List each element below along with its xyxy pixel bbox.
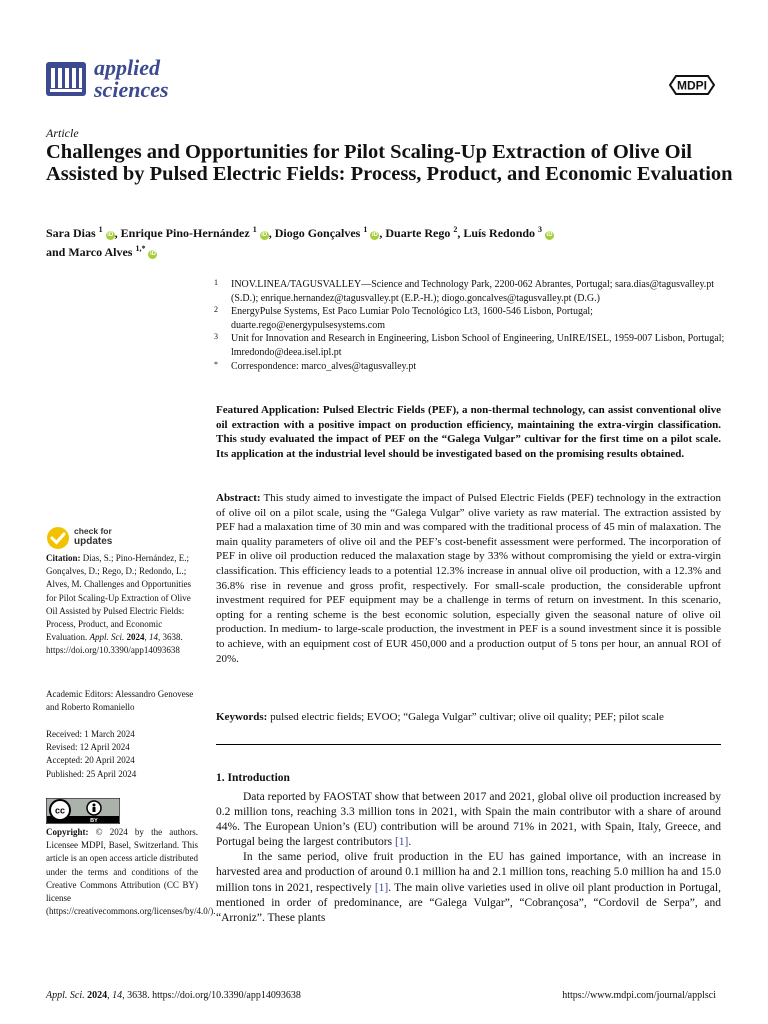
footer-doi[interactable]: , 3638. https://doi.org/10.3390/app14093638 — [122, 990, 301, 1001]
author-name: Enrique Pino-Hernández — [120, 226, 250, 240]
footer-citation: Appl. Sci. 2024, 14, 3638. https://doi.org/10.3390/app14093638 — [46, 990, 301, 1001]
affiliation-item — [214, 332, 734, 359]
affiliation-number: 2 — [214, 305, 218, 315]
citation-text: Dias, S.; Pino-Hernández, E.; Gonçalves, D.; Rego, D.; Redondo, L.; Alves, M. Challenges and Opportunities for Pilot Scaling-Up Extraction of Olive Oil Assisted by Pulsed Electric Fields: Process, Product, and Economic Evaluation. — [46, 553, 191, 643]
footer-volume: 14 — [112, 990, 123, 1001]
mdpi-logo — [666, 72, 718, 98]
author-affiliation-mark: 1 — [252, 225, 257, 234]
paragraph — [216, 850, 721, 925]
abstract — [216, 491, 721, 666]
orcid-icon[interactable]: iD — [371, 232, 378, 238]
affiliation-text: INOV.LINEA/TAGUSVALLEY—Science and Technology Park, 2200-062 Abrantes, Portugal; sara.dias@tagusvalley.pt (S.D.); enrique.hernandez@tagusvalley.pt (E.P.-H.); diogo.goncalves@tagusvalley.pt (D.G.) — [231, 279, 715, 304]
publication-dates — [46, 728, 198, 781]
affiliation-list — [214, 278, 734, 373]
reference-link[interactable]: [1] — [374, 881, 389, 894]
author-name: Luís Redondo — [463, 226, 536, 240]
reference-link[interactable]: [1] — [394, 836, 409, 849]
journal-name-line1: applied — [94, 55, 160, 80]
journal-name — [94, 57, 169, 101]
orcid-icon[interactable]: iD — [149, 251, 156, 257]
paragraph-text: . — [408, 836, 412, 849]
accepted-date: Accepted: 20 April 2024 — [46, 755, 135, 766]
paragraph-text: In the same period, olive fruit production in the EU has gained importance, with an increase in harvested area and production of around 0.1 million ha and 2.1 million tons, reaching 5.0 million ha and 15.0 million tons in 2021, respectively — [216, 851, 721, 894]
affiliation-number: 1 — [214, 278, 218, 287]
affiliation-number: 3 — [214, 332, 218, 342]
citation-doi[interactable]: , 3638. https://doi.org/10.3390/app14093638 — [46, 632, 183, 656]
abstract-text: This study aimed to investigate the impact of Pulsed Electric Fields (PEF) technology in the extraction of olive oil on a pilot scale, using the “Galega Vulgar” olive variety as raw material. The extraction assisted by PEF had a malaxation time of 30 min and was compared with the traditional process of 45 min of malaxation. The main quality parameters of olive oil and the PEF’s cost-benefit assessment were performed. The incorporation of PEF in olive oil production reduced the malaxation stage by 33% without compromising the yield or extra-virgin classification. This efficiency leads to a potential 12.3% increase in annual olive oil production, with a 12.3% and 36.8% rise in revenue and gross profit, respectively. For small-scale production, the considerable upfront investment required for PEF equipment may be a challenge in terms of return on investment. In this scenario, opting for a renting scheme is the best economic solution, especially given the seasonal nature of olive oil production. In medium- to large-scale production, the investment in PEF is a sound investment since it is possible to achieve, with an equipment cost of EUR 450,000 and a production output of 5 tons per hour, an annual ROI of 20%. — [216, 492, 721, 665]
author-affiliation-mark: 2 — [453, 225, 458, 234]
academic-editors: Academic Editors: Alessandro Genovese and Roberto Romaniello — [46, 689, 194, 713]
affiliation-number: * — [214, 359, 218, 369]
author-name: Duarte Rego — [385, 226, 451, 240]
revised-date: Revised: 12 April 2024 — [46, 742, 130, 753]
introduction-body — [216, 790, 721, 926]
published-date: Published: 25 April 2024 — [46, 768, 137, 779]
section-heading: 1. Introduction — [216, 772, 290, 784]
author-list: Sara Dias $^1$ iD , Enrique Pino-Hernández $^1$ iD , Diogo Gonçalves $^1$ iD , Duarte Rego $^2$, Luís Redondo $^3$ iD and Marco Alves $^{1,*}$ iD — [46, 225, 553, 259]
author-affiliation-mark: 1,* — [135, 244, 146, 253]
keywords-text: pulsed electric fields; EVOO; “Galega Vulgar” cultivar; olive oil quality; PEF; pilot scale — [270, 711, 664, 723]
paragraph-text: Data reported by FAOSTAT show that between 2017 and 2021, global olive oil production increased by 0.2 million tons, reaching 3.3 million tons in 2021, with Spain the main contributor with a share of around 44%. The European Union’s (EU) contribution will be around 71% in 2021, with Spain, Italy, Greece, and Portugal being the largest contributors — [216, 791, 721, 849]
footer-journal: Appl. Sci. — [46, 990, 85, 1001]
check-for-updates-badge[interactable] — [46, 526, 146, 550]
received-date: Received: 1 March 2024 — [46, 729, 135, 739]
citation-block: Citation: Dias, S.; Pino-Hernández, E.; Gonçalves, D.; Rego, D.; Redondo, L.; Alves, M. Challenges and Opportunities for Pilot Scaling-Up Extraction of Olive Oil Assisted by Pulsed Electric Fields: Process, Product, and Economic Evaluation. Appl. Sci. 2024, 14, 3638. https://doi.org/10.3390/app14093638 — [46, 553, 191, 656]
orcid-icon[interactable]: iD — [546, 232, 553, 238]
check-updates-line1: check for — [74, 526, 112, 536]
copyright-label: Copyright: — [46, 827, 89, 837]
keywords-label: Keywords: — [216, 711, 268, 723]
orcid-icon[interactable]: iD — [261, 232, 268, 238]
affiliation-text: Correspondence: marco_alves@tagusvalley.pt — [231, 360, 417, 372]
footer-journal-url[interactable]: https://www.mdpi.com/journal/applsci — [562, 990, 716, 1001]
journal-name-line2: sciences — [94, 77, 169, 102]
svg-text:cc: cc — [54, 805, 66, 816]
footer-year: 2024 — [87, 990, 108, 1001]
author-affiliation-mark: 1 — [363, 225, 368, 234]
article-type: Article — [46, 126, 79, 140]
affiliation-item — [214, 305, 734, 332]
journal-logo-icon — [46, 62, 86, 96]
paragraph-text: . The main olive varieties used in olive oil plant production in Portugal, mentioned in order of predominance, are “Galega Vulgar”, “Cobrançosa”, “Cordovil de Serpa”, and “Arroniz”. These plants — [216, 881, 721, 924]
orcid-icon[interactable]: iD — [107, 232, 114, 238]
cc-by-text: BY — [90, 818, 98, 824]
featured-label: Featured Application: — [216, 404, 320, 416]
affiliation-item — [214, 360, 734, 374]
affiliation-text: Unit for Innovation and Research in Engineering, Lisbon School of Engineering, UnIRE/ISEL, 1959-007 Lisbon, Portugal; lmredondo@deea.isel.ipl.pt — [231, 333, 725, 358]
copyright-block — [46, 826, 216, 918]
article-title: Challenges and Opportunities for Pilot Scaling-Up Extraction of Olive Oil Assisted by Pulsed Electric Fields: Process, Product, and Economic Evaluation — [46, 141, 733, 185]
abstract-label: Abstract: — [216, 492, 261, 504]
citation-journal: Appl. Sci. — [89, 632, 125, 643]
author-name: and Marco Alves — [46, 245, 133, 259]
check-updates-line2: updates — [74, 535, 113, 547]
featured-application — [216, 403, 721, 461]
section-divider — [216, 744, 721, 745]
featured-text: Pulsed Electric Fields (PEF), a non-thermal technology, can assist conventional olive oil extraction with a positive impact on production efficiency, maintaining the extra-virgin classification. This study evaluated the impact of PEF on the “Galega Vulgar” cultivar for the first time on a pilot scale. Its application at the industrial level should be investigated based on the promising results obtained. — [216, 404, 721, 460]
citation-volume: 14 — [149, 632, 158, 643]
author-name: Sara Dias — [46, 226, 96, 240]
author-affiliation-mark: 1 — [98, 225, 103, 234]
check-updates-icon — [46, 526, 70, 550]
citation-year: 2024 — [126, 632, 145, 643]
author-name: Diogo Gonçalves — [274, 226, 361, 240]
paragraph — [216, 790, 721, 850]
copyright-text: © 2024 by the authors. Licensee MDPI, Basel, Switzerland. This article is an open access article distributed under the terms and conditions of the Creative Commons Attribution (CC BY) license (https://creativecommons.org/licenses/by/4.0/). — [46, 827, 216, 917]
affiliation-item — [214, 278, 734, 305]
cc-by-license-badge[interactable] — [46, 798, 120, 824]
affiliation-text: EnergyPulse Systems, Est Paco Lumiar Polo Tecnológico Lt3, 1600-546 Lisbon, Portugal; duarte.rego@energypulsesystems.com — [231, 306, 593, 331]
keywords — [216, 710, 721, 725]
author-affiliation-mark: 3 — [538, 225, 543, 234]
citation-label: Citation: — [46, 553, 81, 563]
mdpi-logo-text: MDPI — [677, 78, 707, 93]
